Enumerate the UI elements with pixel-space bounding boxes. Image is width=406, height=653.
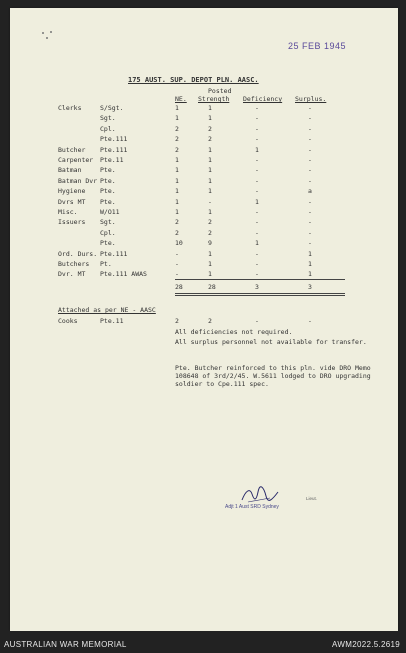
row-rank: Sgt. xyxy=(100,218,116,227)
row-surplus: - xyxy=(308,166,312,175)
attached-surplus: - xyxy=(308,317,312,325)
table-row xyxy=(10,208,398,217)
table-row xyxy=(10,114,398,123)
row-category: Misc. xyxy=(58,208,78,216)
row-posted: 1 xyxy=(208,260,212,268)
row-ne: 1 xyxy=(175,156,179,164)
row-ne: 2 xyxy=(175,145,179,154)
row-posted: 9 xyxy=(208,239,212,248)
row-rank: S/Sgt. xyxy=(100,104,124,112)
row-posted: 1 xyxy=(208,208,212,216)
row-deficiency: - xyxy=(255,187,259,196)
table-row xyxy=(10,125,398,134)
row-category: Dvr. MT xyxy=(58,270,86,279)
row-deficiency: - xyxy=(255,114,259,123)
row-rank: Pte. xyxy=(100,187,116,196)
row-surplus: - xyxy=(308,124,312,133)
row-rank: Cpl. xyxy=(100,228,116,237)
row-surplus: - xyxy=(308,176,312,185)
note-deficiencies: All deficiencies not required. xyxy=(175,328,293,336)
footer-catalogue-number: AWM2022.5.2619 xyxy=(332,640,400,649)
table-row xyxy=(10,250,398,259)
table-row xyxy=(10,187,398,196)
row-surplus: 1 xyxy=(308,249,312,258)
row-surplus: - xyxy=(308,156,312,164)
row-deficiency: 1 xyxy=(255,145,259,154)
row-surplus: - xyxy=(308,104,312,112)
row-deficiency: - xyxy=(255,218,259,227)
row-posted: 1 xyxy=(208,114,212,123)
attached-ne: 2 xyxy=(175,317,179,325)
row-deficiency: - xyxy=(255,156,259,164)
row-rank: Pte. xyxy=(100,197,116,206)
row-rank: Pte.111 xyxy=(100,249,128,258)
row-posted: 1 xyxy=(208,145,212,154)
row-posted: - xyxy=(208,197,212,206)
row-rank: Pte.111 xyxy=(100,135,128,144)
row-ne: 1 xyxy=(175,187,179,196)
row-posted: 1 xyxy=(208,270,212,279)
row-rank: Sgt. xyxy=(100,114,116,123)
archive-footer xyxy=(0,631,406,653)
row-posted: 2 xyxy=(208,124,212,133)
totals-row xyxy=(10,283,398,292)
note-butcher: Pte. Butcher reinforced to this pln. vide DRO Memo 108648 of 3rd/2/45. W.5611 lodged to DRO upgrading soldier to Cpe.111 spec. xyxy=(175,364,371,388)
header-ne: NE. xyxy=(175,95,187,103)
total-ne: 28 xyxy=(175,283,183,291)
row-surplus: - xyxy=(308,197,312,206)
table-row xyxy=(10,104,398,113)
footer-institution: AUSTRALIAN WAR MEMORIAL xyxy=(4,640,127,649)
row-ne: - xyxy=(175,270,179,279)
row-rank: Cpl. xyxy=(100,124,116,133)
document-page xyxy=(10,8,398,631)
attached-posted: 2 xyxy=(208,317,212,325)
table-row xyxy=(10,198,398,207)
attached-deficiency: - xyxy=(255,317,259,325)
row-deficiency: - xyxy=(255,176,259,185)
header-strength: Strength xyxy=(198,95,230,103)
row-posted: 1 xyxy=(208,176,212,185)
signature-scribble xyxy=(240,486,280,504)
row-surplus: 1 xyxy=(308,270,312,279)
row-deficiency: 1 xyxy=(255,197,259,206)
totals-rule-bottom-1 xyxy=(175,293,345,294)
attached-row xyxy=(10,317,398,326)
row-ne: - xyxy=(175,260,179,268)
date-stamp: 25 FEB 1945 xyxy=(288,41,347,51)
total-posted: 28 xyxy=(208,283,216,291)
table-row xyxy=(10,146,398,155)
row-rank: Pte.111 xyxy=(100,145,128,154)
row-rank: Pte. xyxy=(100,239,116,248)
row-category: Batman xyxy=(58,166,82,175)
row-posted: 1 xyxy=(208,187,212,196)
row-ne: - xyxy=(175,249,179,258)
row-ne: 10 xyxy=(175,239,183,248)
table-row xyxy=(10,166,398,175)
row-category: Batman Dvr xyxy=(58,176,98,185)
row-category: Butchers xyxy=(58,260,90,268)
row-rank: W/O11 xyxy=(100,208,120,216)
row-category: Ord. Durs. xyxy=(58,249,98,258)
row-deficiency: - xyxy=(255,166,259,175)
table-row xyxy=(10,260,398,269)
totals-rule-bottom-2 xyxy=(175,295,345,296)
row-ne: 1 xyxy=(175,104,179,112)
row-posted: 1 xyxy=(208,104,212,112)
row-rank: Pte.111 AWAS xyxy=(100,270,147,279)
row-surplus: - xyxy=(308,239,312,248)
row-surplus: - xyxy=(308,145,312,154)
row-rank: Pt. xyxy=(100,260,112,268)
table-row xyxy=(10,229,398,238)
row-surplus: 1 xyxy=(308,260,312,268)
row-category: Dvrs MT xyxy=(58,197,86,206)
row-ne: 2 xyxy=(175,135,179,144)
row-ne: 1 xyxy=(175,197,179,206)
row-surplus: - xyxy=(308,208,312,216)
total-surplus: 3 xyxy=(308,283,312,291)
row-ne: 2 xyxy=(175,124,179,133)
total-deficiency: 3 xyxy=(255,283,259,291)
row-ne: 1 xyxy=(175,208,179,216)
row-deficiency: - xyxy=(255,260,259,268)
signature-rank: Lieut. xyxy=(306,496,318,501)
row-ne: 1 xyxy=(175,176,179,185)
document-title: 175 AUST. SUP. DEPOT PLN. AASC. xyxy=(128,76,259,84)
row-ne: 1 xyxy=(175,114,179,123)
row-deficiency: - xyxy=(255,228,259,237)
row-category: Butcher xyxy=(58,145,86,154)
row-deficiency: - xyxy=(255,124,259,133)
row-posted: 2 xyxy=(208,228,212,237)
row-posted: 2 xyxy=(208,135,212,144)
row-posted: 1 xyxy=(208,166,212,175)
table-row xyxy=(10,239,398,248)
row-deficiency: - xyxy=(255,249,259,258)
header-surplus: Surplus. xyxy=(295,95,327,103)
row-deficiency: - xyxy=(255,104,259,112)
row-deficiency: 1 xyxy=(255,239,259,248)
row-deficiency: - xyxy=(255,270,259,279)
row-rank: Pte. xyxy=(100,176,116,185)
row-surplus: - xyxy=(308,114,312,123)
table-row xyxy=(10,156,398,165)
row-ne: 2 xyxy=(175,218,179,227)
row-ne: 1 xyxy=(175,166,179,175)
row-posted: 1 xyxy=(208,156,212,164)
attached-heading: Attached as per NE - AASC xyxy=(58,306,156,314)
attached-category: Cooks xyxy=(58,317,78,325)
row-surplus: - xyxy=(308,135,312,144)
row-category: Clerks xyxy=(58,104,82,112)
attached-rank: Pte.11 xyxy=(100,317,124,325)
table-row xyxy=(10,177,398,186)
note-surplus: All surplus personnel not available for transfer. xyxy=(175,338,367,346)
header-deficiency: Deficiency xyxy=(243,95,283,103)
row-deficiency: - xyxy=(255,135,259,144)
signature-block: Adjt 1 Aust SRD Sydney xyxy=(225,504,279,510)
table-row xyxy=(10,135,398,144)
row-category: Issuers xyxy=(58,218,86,227)
header-posted: Posted xyxy=(208,87,232,95)
totals-rule-top xyxy=(175,279,345,280)
row-ne: 2 xyxy=(175,228,179,237)
row-category: Hygiene xyxy=(58,187,86,196)
row-surplus: a xyxy=(308,187,312,196)
row-rank: Pte. xyxy=(100,166,116,175)
row-category: Carpenter xyxy=(58,156,94,164)
row-deficiency: - xyxy=(255,208,259,216)
row-posted: 2 xyxy=(208,218,212,227)
row-rank: Pte.11 xyxy=(100,156,124,164)
row-surplus: - xyxy=(308,218,312,227)
table-row xyxy=(10,218,398,227)
row-posted: 1 xyxy=(208,249,212,258)
row-surplus: - xyxy=(308,228,312,237)
